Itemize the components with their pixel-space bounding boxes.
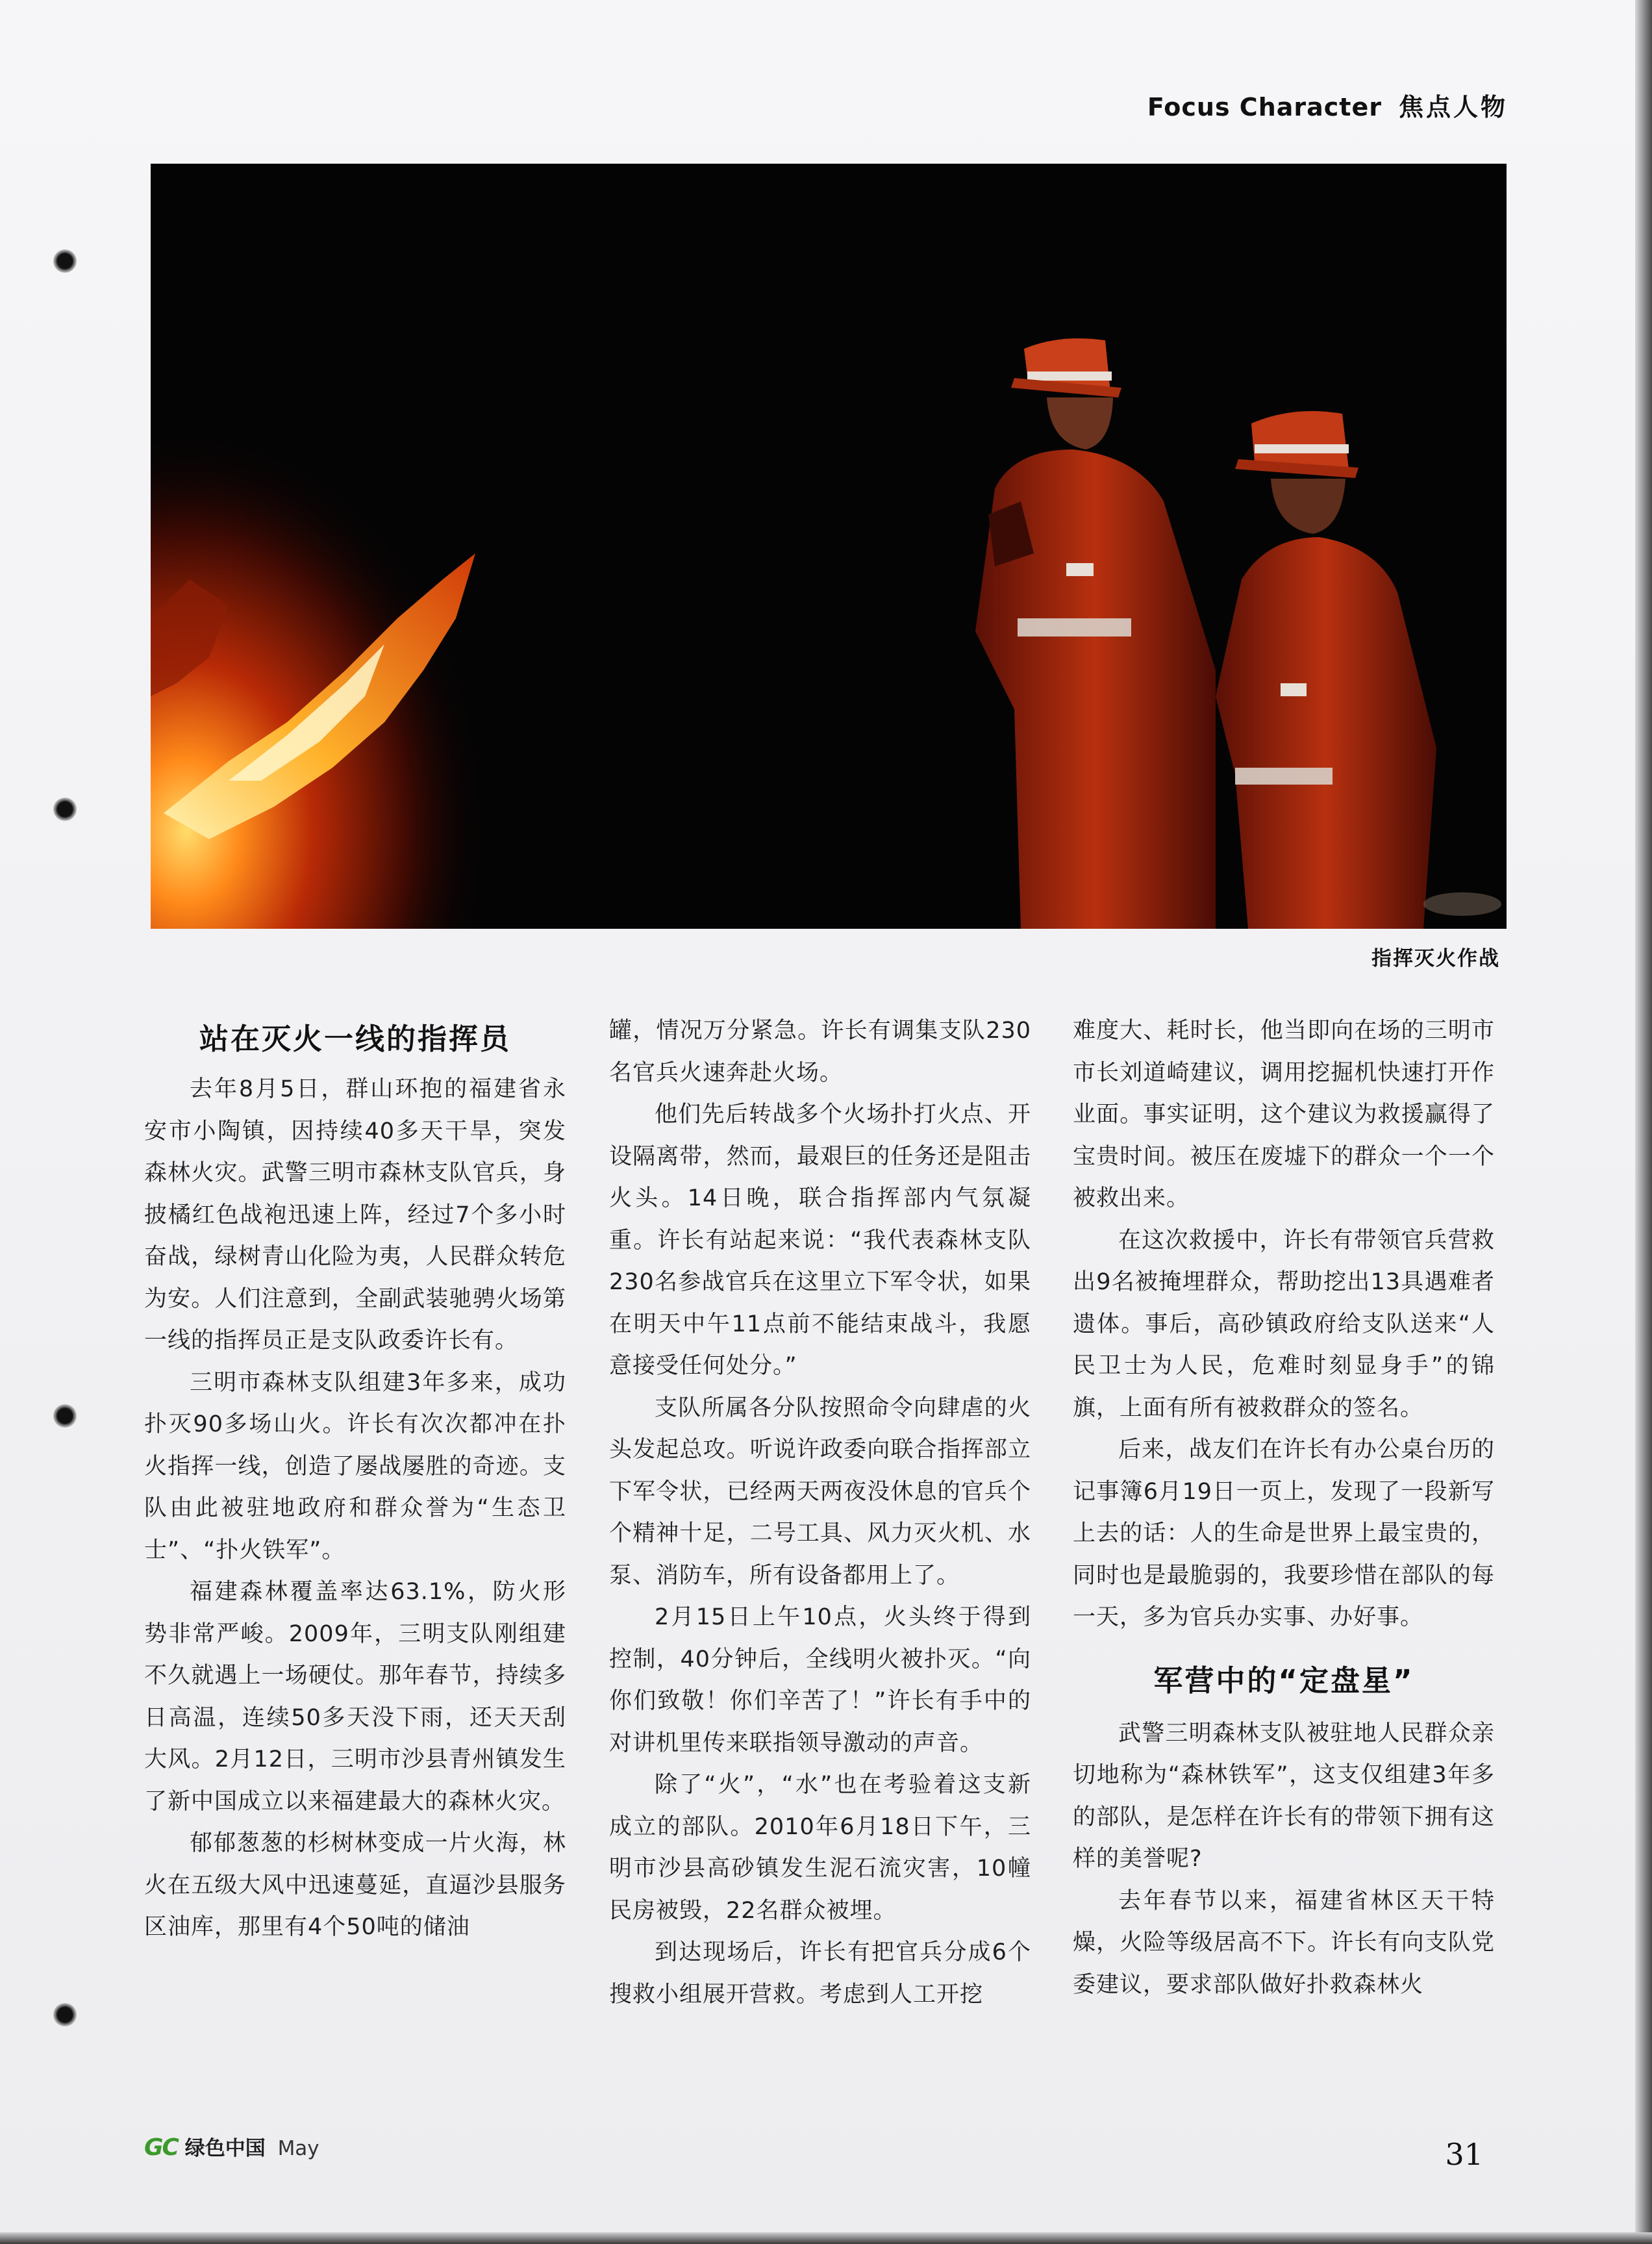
paragraph: 2月15日上午10点，火头终于得到控制，40分钟后，全线明火被扑灭。“向你们致敬！你们辛苦了！”许长有手中的对讲机里传来联指领导激动的声音。 (609, 1604, 1031, 1756)
paragraph: 除了“火”，“水”也在考验着这支新成立的部队。2010年6月18日下午，三明市沙县高砂镇发生泥石流灾害，10幢民房被毁，22名群众被埋。 (609, 1772, 1031, 1924)
magazine-logo-icon: GC (144, 2134, 178, 2161)
photo-illustration (151, 164, 1507, 929)
article-column-3 (1073, 1010, 1495, 2006)
binder-hole-icon (53, 249, 77, 273)
firefighters-photo (151, 164, 1507, 929)
section-header-zh: 焦点人物 (1398, 93, 1508, 121)
paragraph: 罐，情况万分紧急。许长有调集支队230名官兵火速奔赴火场。 (609, 1018, 1031, 1086)
paragraph: 支队所属各分队按照命令向肆虐的火头发起总攻。听说许政委向联合指挥部立下军令状，已经两天两夜没休息的官兵个个精神十足，二号工具、风力灭火机、水泵、消防车，所有设备都用上了。 (609, 1394, 1031, 1589)
paragraph: 武警三明森林支队被驻地人民群众亲切地称为“森林铁军”，这支仅组建3年多的部队，是怎样在许长有的带领下拥有这样的美誉呢? (1073, 1720, 1495, 1872)
paragraph: 在这次救援中，许长有带领官兵营救出9名被掩埋群众，帮助挖出13具遇难者遗体。事后，高砂镇政府给支队送来“人民卫士为人民，危难时刻显身手”的锦旗，上面有所有被救群众的签名。 (1073, 1227, 1495, 1421)
page-number: 31 (1445, 2137, 1483, 2172)
page-bottom-shadow (0, 2232, 1652, 2244)
magazine-name: 绿色中国 (184, 2137, 266, 2160)
paragraph: 郁郁葱葱的杉树林变成一片火海，林火在五级大风中迅速蔓延，直逼沙县服务区油库，那里有4个50吨的储油 (144, 1830, 566, 1940)
section-header-en: Focus Character (1147, 93, 1382, 121)
page-edge-shadow (1635, 0, 1652, 2244)
section-heading: 军营中的“定盘星” (1153, 1663, 1414, 1698)
paragraph: 到达现场后，许长有把官兵分成6个搜救小组展开营救。考虑到人工开挖 (609, 1939, 1031, 2008)
paragraph: 他们先后转战多个火场扑打火点、开设隔离带，然而，最艰巨的任务还是阻击火头。14日晚，联合指挥部内气氛凝重。许长有站起来说：“我代表森林支队230名参战官兵在这里立下军令状，如果在明天中午11点前不能结束战斗，我愿意接受任何处分。” (609, 1102, 1031, 1379)
binder-hole-icon (53, 2003, 77, 2026)
binder-hole-icon (53, 1404, 77, 1428)
section-header (1147, 87, 1508, 123)
issue-month: May (277, 2137, 319, 2160)
article-column-1 (144, 1010, 566, 1948)
article-column-2 (609, 1010, 1031, 2015)
photo-caption: 指挥灭火作战 (1371, 947, 1500, 970)
paragraph: 去年8月5日，群山环抱的福建省永安市小陶镇，因持续40多天干旱，突发森林火灾。武警三明市森林支队官兵，身披橘红色战袍迅速上阵，经过7个多小时奋战，绿树青山化险为夷，人民群众转危为安。人们注意到，全副武装驰骋火场第一线的指挥员正是支队政委许长有。 (144, 1076, 566, 1354)
paragraph: 后来，战友们在许长有办公桌台历的记事簿6月19日一页上，发现了一段新写上去的话：人的生命是世界上最宝贵的，同时也是最脆弱的，我要珍惜在部队的每一天，多为官兵办实事、办好事。 (1073, 1437, 1495, 1630)
binder-hole-icon (53, 798, 77, 821)
magazine-footer (144, 2132, 319, 2161)
paragraph: 三明市森林支队组建3年多来，成功扑灭90多场山火。许长有次次都冲在扑火指挥一线，创造了屡战屡胜的奇迹。支队由此被驻地政府和群众誉为“生态卫士”、“扑火铁军”。 (144, 1369, 566, 1563)
paragraph: 去年春节以来，福建省林区天干特燥，火险等级居高不下。许长有向支队党委建议，要求部队做好扑救森林火 (1073, 1887, 1495, 1998)
paragraph: 福建森林覆盖率达63.1%，防火形势非常严峻。2009年，三明支队刚组建不久就遇上一场硬仗。那年春节，持续多日高温，连续50多天没下雨，还天天刮大风。2月12日，三明市沙县青州镇发生了新中国成立以来福建最大的森林火灾。 (144, 1579, 566, 1815)
section-heading: 站在灭火一线的指挥员 (199, 1022, 511, 1056)
paragraph: 难度大、耗时长，他当即向在场的三明市市长刘道崎建议，调用挖掘机快速打开作业面。事实证明，这个建议为救援赢得了宝贵时间。被压在废墟下的群众一个一个被救出来。 (1073, 1018, 1495, 1211)
